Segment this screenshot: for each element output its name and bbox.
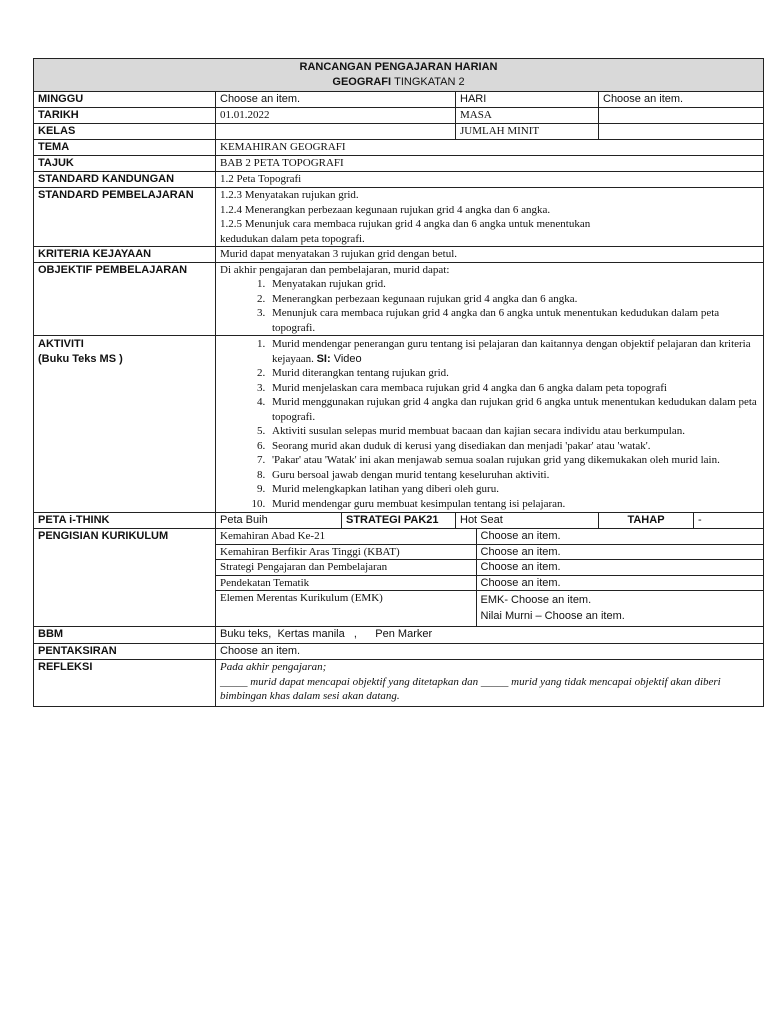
form-title: RANCANGAN PENGAJARAN HARIAN (299, 61, 498, 73)
strategi-pak21-value[interactable]: Hot Seat (456, 513, 599, 529)
standard-pembelajaran-label: STANDARD PEMBELAJARAN (34, 188, 216, 247)
kurikulum-item-select[interactable]: Choose an item. (476, 560, 763, 576)
aktiviti-label-cell (34, 336, 216, 513)
sp-line: kedudukan dalam peta topografi. (220, 232, 365, 245)
pengisian-kurikulum-label: PENGISIAN KURIKULUM (34, 529, 216, 627)
si-label: SI: (316, 352, 331, 365)
pengisian-kurikulum-cell (216, 529, 764, 627)
kelas-field[interactable] (216, 124, 456, 140)
kurikulum-item-label: Pendekatan Tematik (216, 575, 476, 591)
emk-label: Elemen Merentas Kurikulum (EMK) (220, 592, 383, 604)
masa-label: MASA (456, 108, 599, 124)
list-item: 6. Seorang murid akan duduk di kerusi yang disediakan dan menjadi 'pakar' atau 'watak'. (268, 439, 759, 454)
table-row (216, 575, 763, 591)
kurikulum-item-label: Kemahiran Berfikir Aras Tinggi (KBAT) (216, 544, 476, 560)
hari-label: HARI (456, 92, 599, 108)
list-item: 9. Murid melengkapkan latihan yang diberi oleh guru. (268, 482, 759, 497)
peta-ithink-value[interactable]: Peta Buih (216, 513, 342, 529)
minggu-label: MINGGU (34, 92, 216, 108)
objektif-label: OBJEKTIF PEMBELAJARAN (34, 262, 216, 336)
list-item (268, 337, 759, 366)
standard-kandungan-value: 1.2 Peta Topografi (216, 172, 764, 188)
hari-select[interactable]: Choose an item. (599, 92, 764, 108)
kurikulum-subtable (216, 529, 763, 626)
objektif-intro: Di akhir pengajaran dan pembelajaran, murid dapat: (220, 263, 450, 276)
table-row (216, 560, 763, 576)
refleksi-content[interactable] (216, 660, 764, 707)
emk-select[interactable]: EMK- Choose an item. (480, 594, 592, 606)
form-header (34, 59, 764, 92)
kriteria-kejayaan-label: KRITERIA KEJAYAAN (34, 247, 216, 263)
tahap-label: TAHAP (599, 513, 694, 529)
lesson-plan-table (33, 58, 764, 707)
kurikulum-item-select[interactable]: Choose an item. (476, 575, 763, 591)
masa-field[interactable] (599, 108, 764, 124)
tajuk-value: BAB 2 PETA TOPOGRAFI (216, 156, 764, 172)
peta-ithink-label: PETA i-THINK (34, 513, 216, 529)
sp-line: 1.2.4 Menerangkan perbezaan kegunaan rujukan grid 4 angka dan 6 angka. (220, 203, 551, 216)
tema-value: KEMAHIRAN GEOGRAFI (216, 140, 764, 156)
aktiviti-list (220, 337, 759, 511)
list-item: 3. Murid menjelaskan cara membaca rujukan grid 4 angka dan 6 angka dalam peta topografi (268, 381, 759, 396)
emk-cell (476, 591, 763, 627)
standard-pembelajaran-value (216, 188, 764, 247)
pentaksiran-label: PENTAKSIRAN (34, 644, 216, 660)
aktiviti-label: AKTIVITI (38, 338, 84, 350)
tarikh-label: TARIKH (34, 108, 216, 124)
aktiviti-item-text: Murid mendengar penerangan guru tentang isi pelajaran dan kaitannya dengan objektif pelajaran dan kriteria kejayaan. (272, 338, 751, 365)
list-item: 4. Murid menggunakan rujukan grid 4 angka dan rujukan grid 6 angka untuk menentukan kedudukan dalam peta topografi. (268, 395, 759, 424)
aktiviti-sublabel: (Buku Teks MS ) (38, 352, 123, 365)
jumlah-minit-label: JUMLAH MINIT (456, 124, 599, 140)
si-value: Video (330, 352, 362, 365)
aktiviti-content (216, 336, 764, 513)
kurikulum-item-label: Kemahiran Abad Ke-21 (216, 529, 476, 544)
sp-line: 1.2.5 Menunjuk cara membaca rujukan grid 4 angka dan 6 angka untuk menentukan (220, 218, 591, 230)
list-item: 7. 'Pakar' atau 'Watak' ini akan menjawab semua soalan rujukan grid yang dikemukakan oleh murid lain. (268, 453, 759, 468)
list-item: 3. Menunjuk cara membaca rujukan grid 4 angka dan 6 angka untuk menentukan kedudukan dalam peta topografi. (268, 306, 759, 335)
strategi-pak21-label: STRATEGI PAK21 (342, 513, 456, 529)
form-subtitle (34, 75, 763, 90)
standard-kandungan-label: STANDARD KANDUNGAN (34, 172, 216, 188)
nilai-murni-select[interactable]: Nilai Murni – Choose an item. (480, 610, 625, 622)
objektif-content (216, 262, 764, 336)
table-row (216, 591, 763, 627)
tema-label: TEMA (34, 140, 216, 156)
objektif-list (220, 277, 759, 335)
minggu-select[interactable]: Choose an item. (216, 92, 456, 108)
refleksi-label: REFLEKSI (34, 660, 216, 707)
jumlah-minit-field[interactable] (599, 124, 764, 140)
tajuk-label: TAJUK (34, 156, 216, 172)
list-item: 10. Murid mendengar guru membuat kesimpulan tentang isi pelajaran. (268, 497, 759, 512)
sp-line: 1.2.3 Menyatakan rujukan grid. (220, 189, 359, 201)
list-item: 8. Guru bersoal jawab dengan murid tentang keseluruhan aktiviti. (268, 468, 759, 483)
lesson-plan-form (33, 58, 763, 707)
tahap-value[interactable]: - (694, 513, 764, 529)
list-item: 2. Menerangkan perbezaan kegunaan rujukan grid 4 angka dan 6 angka. (268, 292, 759, 307)
list-item: 1. Menyatakan rujukan grid. (268, 277, 759, 292)
kriteria-kejayaan-value: Murid dapat menyatakan 3 rujukan grid dengan betul. (216, 247, 764, 263)
level-label: TINGKATAN 2 (394, 76, 465, 88)
bbm-label: BBM (34, 627, 216, 644)
list-item: 2. Murid diterangkan tentang rujukan grid. (268, 366, 759, 381)
pentaksiran-select[interactable]: Choose an item. (216, 644, 764, 660)
bbm-value[interactable]: Buku teks, Kertas manila , Pen Marker (216, 627, 764, 644)
list-item: 5. Aktiviti susulan selepas murid membuat bacaan dan kajian secara individu atau berkumpulan. (268, 424, 759, 439)
kelas-label: KELAS (34, 124, 216, 140)
table-row (216, 529, 763, 544)
kurikulum-item-select[interactable]: Choose an item. (476, 544, 763, 560)
refleksi-intro: Pada akhir pengajaran; (220, 661, 327, 673)
kurikulum-item-select[interactable]: Choose an item. (476, 529, 763, 544)
tarikh-field[interactable]: 01.01.2022 (216, 108, 456, 124)
table-row (216, 544, 763, 560)
refleksi-text: _____ murid dapat mencapai objektif yang ditetapkan dan _____ murid yang tidak mencapai objektif akan diberi bimbingan khas dalam sesi akan datang. (220, 675, 721, 702)
subject-label: GEOGRAFI (332, 76, 392, 88)
kurikulum-item-label: Strategi Pengajaran dan Pembelajaran (216, 560, 476, 576)
